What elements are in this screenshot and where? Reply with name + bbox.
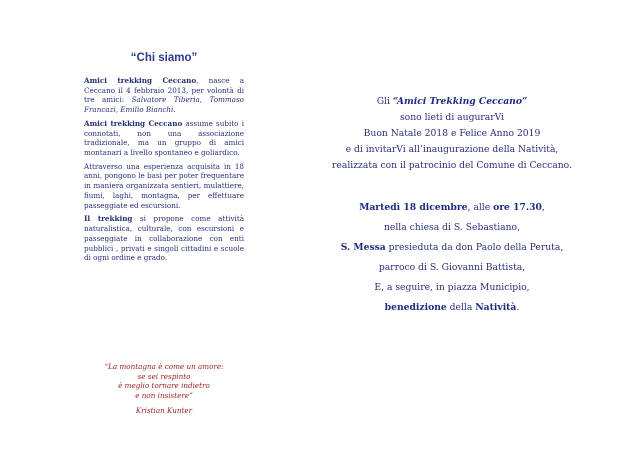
parish-line: parroco di S. Giovanni Battista, <box>378 262 526 273</box>
group-name: Amici trekking Ceccano <box>84 76 197 85</box>
quote-author: Kristian Kunter <box>135 405 193 415</box>
paragraph-founding: Amici trekking Ceccano, nasce a Ceccano il 4 febbraio 2013, per volontà di tre amici: Salvatore Tiberia, Tommaso Francazi, Emilio Bianchi. <box>84 76 244 115</box>
blessing-label: benedizione <box>384 302 447 313</box>
trekking-label: Il trekking <box>84 214 133 224</box>
founders-names: Salvatore Tiberia, Tommaso Francazi, Emilio Bianchi. <box>84 95 244 115</box>
mass-label: S. Messa <box>340 242 386 253</box>
invitation-line: sono lieti di augurarVi <box>399 112 505 123</box>
invitation-greeting: Gli “Amici Trekking Ceccano” <box>376 96 528 107</box>
mass-line: S. Messa presieduta da don Paolo della Peruta, <box>340 242 564 253</box>
mountain-quote: “La montagna è come un amore: se sei respinto è meglio tornare indietro e non insistere” Kristian Kunter <box>84 362 244 416</box>
paragraph-nature: Amici trekking Ceccano assume subito i connotati, non una associazione tradizionale, ma un gruppo di amici montanari a livello spontaneo e goliardico. <box>84 118 244 158</box>
season-greetings: Buon Natale 2018 e Felice Anno 2019 <box>363 128 541 139</box>
nativity-label: Natività <box>475 302 517 313</box>
time-text: ore 17.30 <box>493 202 542 213</box>
blessing-line: benedizione della Natività. <box>384 302 520 313</box>
event-date: Martedì 18 dicembre, alle ore 17.30, <box>359 202 545 213</box>
group-name: Amici trekking Ceccano <box>84 118 183 128</box>
date-text: Martedì 18 dicembre <box>359 202 468 213</box>
patronage-line: realizzata con il patrocinio del Comune di Ceccano. <box>332 160 572 171</box>
chi-siamo-section <box>84 52 244 267</box>
invitation-line: e di invitarVi all’inaugurazione della Natività, <box>345 144 559 155</box>
square-line: E, a seguire, in piazza Municipio, <box>374 282 530 293</box>
paragraph-trekking: Il trekking si propone come attività naturalistica, culturale, con escursioni e passeggiate in collaborazione con enti pubblici , privati e singoli cittadini e scuole di ogni ordine e grado. <box>84 214 244 263</box>
event-location: nella chiesa di S. Sebastiano, <box>383 222 520 233</box>
invitation-section <box>322 96 582 322</box>
section-title: “Chi siamo” <box>130 52 198 64</box>
paragraph-experience: Attraverso una esperienza acquisita in 18 anni, pongono le basi per poter frequentare in maniera organizzata sentieri, mulattiere, fiumi, laghi, montagna, per effettuare passeggiate ed escursioni. <box>84 161 244 210</box>
group-name-highlight: “Amici Trekking Ceccano” <box>392 96 528 107</box>
